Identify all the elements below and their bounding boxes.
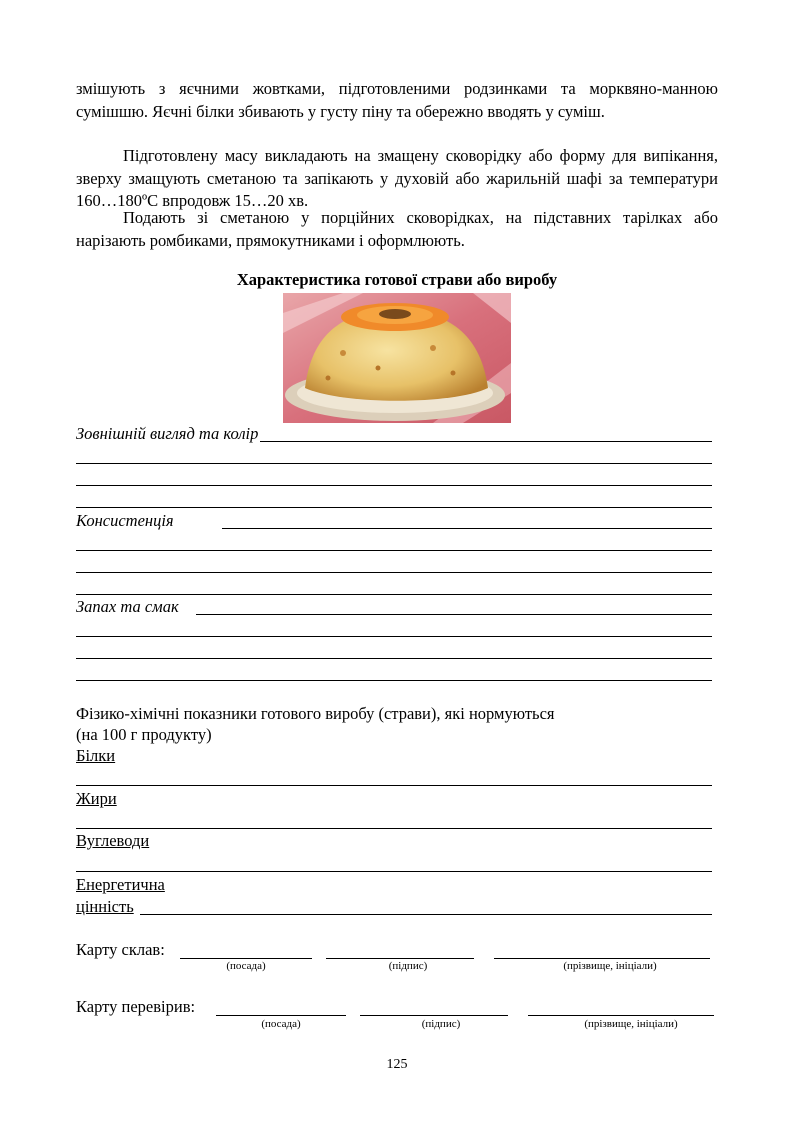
smell-taste-line-1[interactable] [76, 636, 712, 637]
energy-line[interactable] [140, 914, 712, 915]
consistency-line-2[interactable] [76, 572, 712, 573]
consistency-line-1[interactable] [76, 550, 712, 551]
proteins-label: Білки [76, 746, 116, 765]
paragraph-2: Підготовлену масу викладають на змащену сковорідку або форму для випікання, зверху змащують сметаною та запікають у духовій або жарильній шафі за температури 160…180ºС впродовж 15…20 хв. [76, 146, 718, 210]
compiled-position-caption: (посада) [226, 960, 266, 972]
checked-signature-caption: (підпис) [421, 1018, 461, 1030]
nutrition-intro-line1: Фізико-хімічні показники готового виробу (страви), які нормуються [76, 704, 555, 723]
consistency-line-3[interactable] [76, 594, 712, 595]
appearance-line-1[interactable] [76, 463, 712, 464]
compiled-name-caption: (прізвище, ініціали) [563, 960, 657, 972]
smell-taste-label: Запах та смак [76, 597, 179, 616]
dish-photo [283, 293, 511, 423]
appearance-label: Зовнішній вигляд та колір [76, 424, 259, 443]
checked-name-caption: (прізвище, ініціали) [584, 1018, 678, 1030]
carbs-label: Вуглеводи [76, 831, 150, 850]
appearance-line-3[interactable] [76, 507, 712, 508]
section-heading: Характеристика готової страви або виробу [236, 270, 558, 289]
compiled-by-label: Карту склав: [76, 940, 165, 959]
energy-label-line1: Енергетична [76, 875, 165, 894]
nutrition-intro-line2: (на 100 г продукту) [76, 725, 212, 744]
compiled-signature-line[interactable] [326, 958, 474, 959]
carbs-line[interactable] [76, 871, 712, 872]
smell-taste-line-2[interactable] [76, 658, 712, 659]
checked-position-caption: (посада) [261, 1018, 301, 1030]
checked-name-line[interactable] [528, 1015, 714, 1016]
paragraph-1: змішують з яєчними жовтками, підготовленими родзинками та морквяно-манною сумішшю. Яєчні білки збивають у густу піну та обережно вводять у суміш. [76, 79, 718, 121]
smell-taste-line-3[interactable] [76, 680, 712, 681]
energy-label-line2: цінність [76, 897, 134, 916]
compiled-signature-caption: (підпис) [388, 960, 428, 972]
fats-label: Жири [76, 789, 117, 808]
checked-by-label: Карту перевірив: [76, 997, 196, 1016]
appearance-line-2[interactable] [76, 485, 712, 486]
compiled-position-line[interactable] [180, 958, 312, 959]
consistency-label: Консистенція [76, 511, 174, 530]
proteins-line[interactable] [76, 785, 712, 786]
paragraph-3: Подають зі сметаною у порційних сковорідках, на підставних тарілках або нарізають ромбиками, прямокутниками і оформлюють. [76, 208, 718, 250]
checked-signature-line[interactable] [360, 1015, 508, 1016]
checked-position-line[interactable] [216, 1015, 346, 1016]
compiled-name-line[interactable] [494, 958, 710, 959]
fats-line[interactable] [76, 828, 712, 829]
page-number: 125 [386, 1057, 408, 1072]
